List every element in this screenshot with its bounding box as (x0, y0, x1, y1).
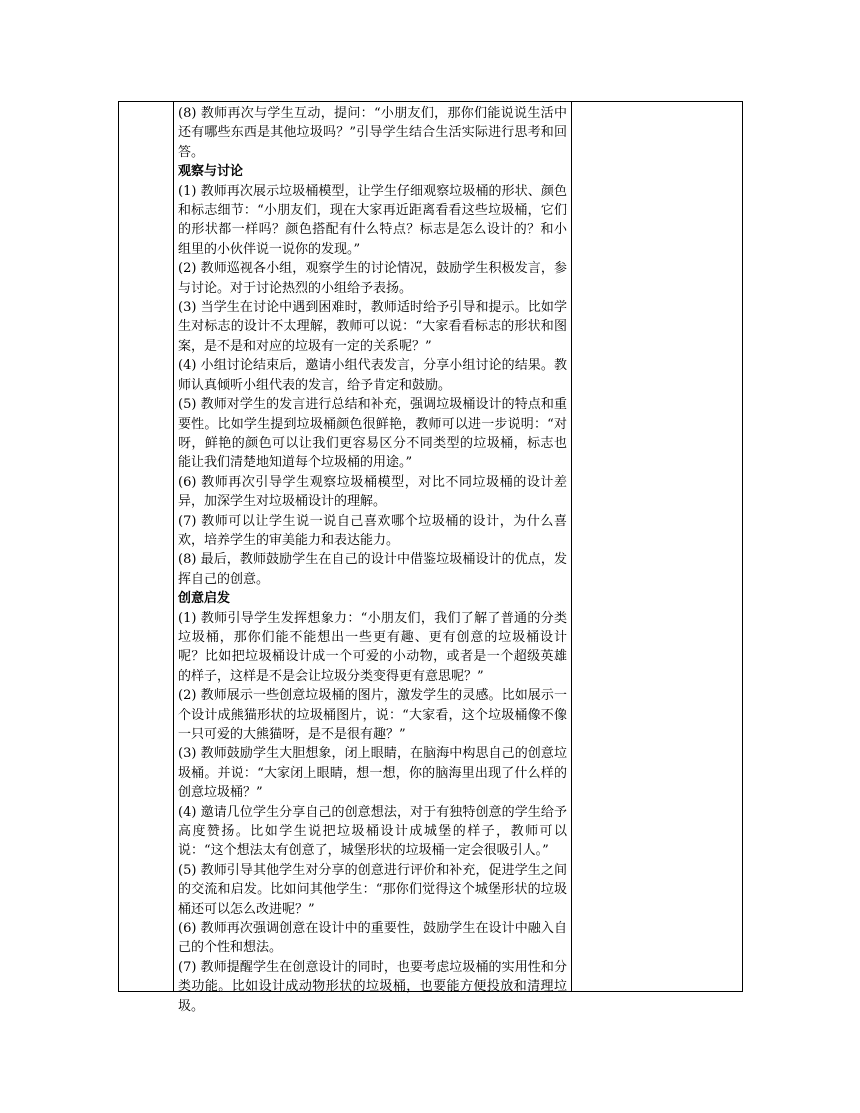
paragraph: (4) 小组讨论结束后，邀请小组代表发言，分享小组讨论的结果。教师认真倾听小组代表的发言，给予肯定和鼓励。 (178, 358, 567, 393)
lesson-content (174, 102, 571, 1014)
paragraph: (5) 教师对学生的发言进行总结和补充，强调垃圾桶设计的特点和重要性。比如学生提到垃圾桶颜色很鲜艳，教师可以进一步说明：“对呀，鲜艳的颜色可以让我们更容易区分不同类型的垃圾桶，标志也能让我们清楚地知道每个垃圾桶的用途。” (178, 397, 567, 471)
paragraph: (8) 最后，教师鼓励学生在自己的设计中借鉴垃圾桶设计的优点，发挥自己的创意。 (178, 552, 567, 587)
paragraph: (1) 教师引导学生发挥想象力：“小朋友们，我们了解了普通的分类垃圾桶，那你们能不能想出一些更有趣、更有创意的垃圾桶设计呢？比如把垃圾桶设计成一个可爱的小动物，或者是一个超级英雄的样子，这样是不是会让垃圾分类变得更有意思呢？” (178, 610, 567, 684)
paragraph: (8) 教师再次与学生互动，提问：“小朋友们，那你们能说说生活中还有哪些东西是其他垃圾吗？”引导学生结合生活实际进行思考和回答。 (178, 106, 567, 160)
empty-cell-left (119, 102, 174, 992)
paragraph: (2) 教师展示一些创意垃圾桶的图片，激发学生的灵感。比如展示一个设计成熊猫形状的垃圾桶图片，说：“大家看，这个垃圾桶像不像一只可爱的大熊猫呀，是不是很有趣？” (178, 688, 567, 742)
paragraph: (2) 教师巡视各小组，观察学生的讨论情况，鼓励学生积极发言，参与讨论。对于讨论热烈的小组给予表扬。 (178, 261, 567, 296)
paragraph: (3) 教师鼓励学生大胆想象，闭上眼睛，在脑海中构思自己的创意垃圾桶。并说：“大家闭上眼睛，想一想，你的脑海里出现了什么样的创意垃圾桶？” (178, 746, 567, 801)
section-heading: 观察与讨论 (178, 164, 244, 180)
paragraph: (7) 教师可以让学生说一说自己喜欢哪个垃圾桶的设计，为什么喜欢，培养学生的审美能力和表达能力。 (178, 513, 567, 548)
table-row (119, 102, 743, 992)
paragraph: (7) 教师提醒学生在创意设计的同时，也要考虑垃圾桶的实用性和分类功能。比如设计成动物形状的垃圾桶，也要能方便投放和清理垃圾。 (178, 959, 567, 1014)
paragraph: (6) 教师再次强调创意在设计中的重要性，鼓励学生在设计中融入自己的个性和想法。 (178, 921, 567, 956)
lesson-plan-table (118, 101, 743, 1014)
paragraph: (1) 教师再次展示垃圾桶模型，让学生仔细观察垃圾桶的形状、颜色和标志细节：“小朋友们，现在大家再近距离看看这些垃圾桶，它们的形状都一样吗？颜色搭配有什么特点？标志是怎么设计的？和小组里的小伙伴说一说你的发现。” (178, 183, 567, 257)
paragraph: (5) 教师引导其他学生对分享的创意进行评价和补充，促进学生之间的交流和启发。比如问其他学生：“那你们觉得这个城堡形状的垃圾桶还可以怎么改进呢？” (178, 862, 567, 917)
paragraph: (3) 当学生在讨论中遇到困难时，教师适时给予引导和提示。比如学生对标志的设计不太理解，教师可以说：“大家看看标志的形状和图案，是不是和对应的垃圾有一定的关系呢？” (178, 300, 567, 354)
section-heading: 创意启发 (178, 591, 231, 607)
paragraph: (4) 邀请几位学生分享自己的创意想法，对于有独特创意的学生给予高度赞扬。比如学生说把垃圾桶设计成城堡的样子，教师可以说：“这个想法太有创意了，城堡形状的垃圾桶一定会很吸引人。” (178, 804, 567, 859)
content-cell (174, 102, 572, 1014)
empty-cell-right (572, 102, 743, 992)
paragraph: (6) 教师再次引导学生观察垃圾桶模型，对比不同垃圾桶的设计差异，加深学生对垃圾桶设计的理解。 (178, 474, 567, 510)
